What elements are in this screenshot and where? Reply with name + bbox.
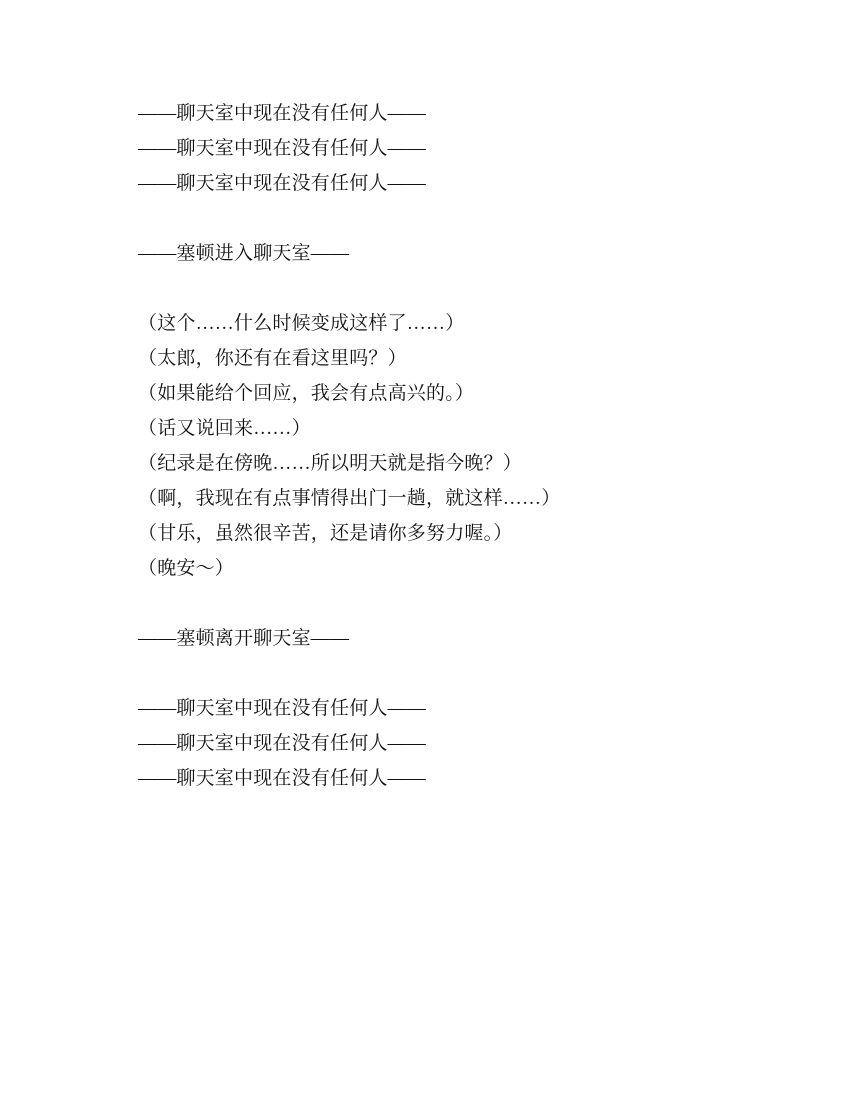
gap-4 — [138, 656, 730, 691]
text-line: ——聊天室中现在没有任何人—— — [138, 103, 427, 124]
text-line: ——聊天室中现在没有任何人—— — [138, 138, 427, 159]
gap-3 — [138, 586, 730, 621]
empty-room-notice-bottom — [138, 691, 730, 796]
text-line: ——聊天室中现在没有任何人—— — [138, 733, 427, 754]
text-line: （甘乐，虽然很辛苦，还是请你多努力喔。） — [138, 523, 513, 544]
text-line: （晚安～） — [138, 558, 235, 579]
text-line: （太郎，你还有在看这里吗？） — [138, 348, 407, 369]
text-line: （这个……什么时候变成这样了……） — [138, 313, 465, 334]
gap-1 — [138, 201, 730, 236]
text-line: ——聊天室中现在没有任何人—— — [138, 768, 427, 789]
gap-2 — [138, 271, 730, 306]
text-line: ——塞顿进入聊天室—— — [138, 243, 350, 264]
message-list — [138, 306, 730, 586]
text-line: （纪录是在傍晚……所以明天就是指今晚？） — [138, 453, 523, 474]
text-line: ——塞顿离开聊天室—— — [138, 628, 350, 649]
document-body — [138, 96, 730, 796]
text-line: （如果能给个回应，我会有点高兴的。） — [138, 383, 475, 404]
text-line: ——聊天室中现在没有任何人—— — [138, 698, 427, 719]
text-line: ——聊天室中现在没有任何人—— — [138, 173, 427, 194]
empty-room-notice-top — [138, 96, 730, 201]
text-line: （话又说回来……） — [138, 418, 311, 439]
text-line: （啊，我现在有点事情得出门一趟，就这样……） — [138, 488, 561, 509]
enter-room-notice — [138, 236, 730, 271]
leave-room-notice — [138, 621, 730, 656]
